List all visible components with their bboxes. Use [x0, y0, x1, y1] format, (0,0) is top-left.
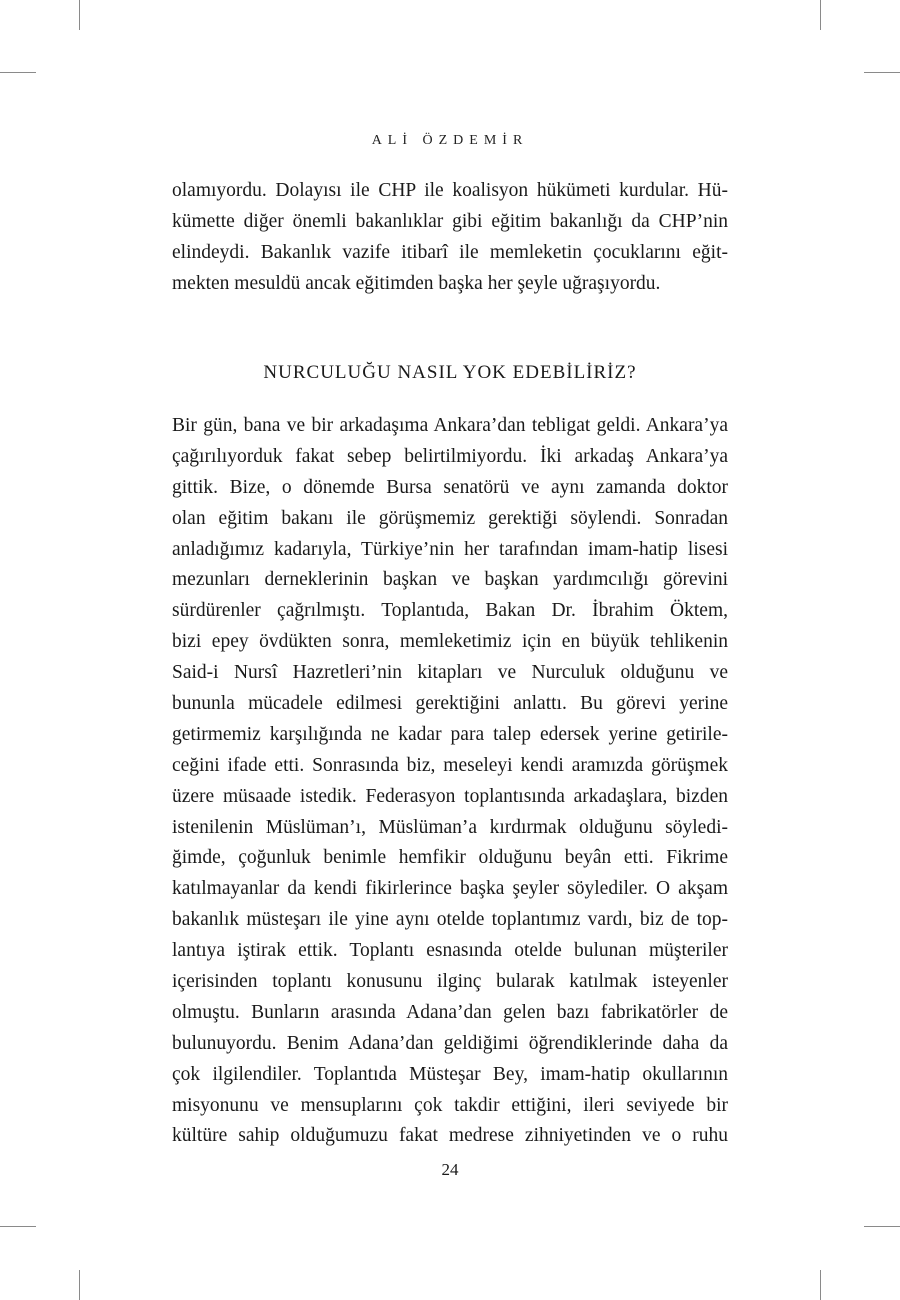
text-line: getirmemiz karşılığında ne kadar para talep edersek yerine getirile-: [172, 723, 728, 745]
crop-mark: [820, 0, 821, 30]
page-number: 24: [441, 1160, 459, 1179]
text-line: bakanlık müsteşarı ile yine aynı otelde toplantımız vardı, biz de top-: [172, 909, 728, 931]
crop-mark: [0, 1226, 36, 1227]
crop-mark: [0, 72, 36, 73]
crop-mark: [79, 0, 80, 30]
text-line: istenilenin Müslüman’ı, Müslüman’a kırdırmak olduğunu söyledi-: [172, 816, 728, 838]
crop-mark: [864, 72, 900, 73]
paragraph-1: [172, 176, 728, 300]
crop-mark: [820, 1270, 821, 1300]
text-line: kümette diğer önemli bakanlıklar gibi eğitim bakanlığı da CHP’nin: [172, 210, 728, 232]
text-line: içerisinden toplantı konusunu ilginç bularak katılmak isteyenler: [172, 971, 728, 993]
crop-mark: [79, 1270, 80, 1300]
crop-mark: [864, 1226, 900, 1227]
text-line: bizi epey övdükten sonra, memleketimiz için en büyük tehlikenin: [172, 631, 728, 653]
text-line: çağırılıyorduk fakat sebep belirtilmiyordu. İki arkadaş Ankara’ya: [172, 445, 728, 467]
text-line: bulunuyordu. Benim Adana’dan geldiğimi öğrendiklerinde daha da: [172, 1032, 728, 1054]
text-line: kültüre sahip olduğumuzu fakat medrese zihniyetinden ve o ruhu: [172, 1125, 728, 1147]
text-line: üzere müsaade istedik. Federasyon toplantısında arkadaşlara, bizden: [172, 785, 728, 807]
text-line: olamıyordu. Dolayısı ile CHP ile koalisyon hükümeti kurdular. Hü-: [172, 180, 728, 201]
text-line: lantıya iştirak ettik. Toplantı esnasında otelde bulunan müşteriler: [172, 940, 728, 962]
text-line: Bir gün, bana ve bir arkadaşıma Ankara’dan tebligat geldi. Ankara’ya: [172, 415, 728, 436]
text-line: elindeydi. Bakanlık vazife itibarî ile memleketin çocuklarını eğit-: [172, 241, 728, 263]
text-line: Said-i Nursî Hazretleri’nin kitapları ve Nurculuk olduğunu ve: [172, 662, 728, 684]
text-line: mezunları derneklerinin başkan ve başkan yardımcılığı görevini: [172, 569, 728, 591]
paragraph-2: [172, 411, 728, 1152]
running-head: ALİ ÖZDEMİR: [371, 133, 529, 148]
text-line: olan eğitim bakanı ile görüşmemiz gerektiği söylendi. Sonradan: [172, 507, 728, 529]
text-line: olmuştu. Bunların arasında Adana’dan gelen bazı fabrikatörler de: [172, 1001, 728, 1023]
text-line: ğimde, çoğunluk benimle hemfikir olduğunu beyân etti. Fikrime: [172, 847, 728, 869]
text-line: ceğini ifade etti. Sonrasında biz, meseleyi kendi aramızda görüşmek: [172, 754, 728, 776]
text-line: gittik. Bize, o dönemde Bursa senatörü ve aynı zamanda doktor: [172, 476, 728, 498]
text-line: sürdürenler çağrılmıştı. Toplantıda, Bakan Dr. İbrahim Öktem,: [172, 600, 728, 622]
text-line: mekten mesuldü ancak eğitimden başka her şeyle uğraşıyordu.: [172, 272, 661, 294]
text-line: katılmayanlar da kendi fikirlerince başka şeyler söylediler. O akşam: [172, 878, 728, 900]
text-line: anladığımız kadarıyla, Türkiye’nin her tarafından imam-hatip lisesi: [172, 538, 728, 560]
section-heading: NURCULUĞU NASIL YOK EDEBİLİRİZ?: [263, 362, 637, 383]
text-line: misyonunu ve mensuplarını çok takdir ettiğini, ileri seviyede bir: [172, 1094, 728, 1116]
text-line: bununla mücadele edilmesi gerektiğini anlattı. Bu görevi yerine: [172, 693, 728, 715]
text-line: çok ilgilendiler. Toplantıda Müsteşar Bey, imam-hatip okullarının: [172, 1063, 728, 1085]
